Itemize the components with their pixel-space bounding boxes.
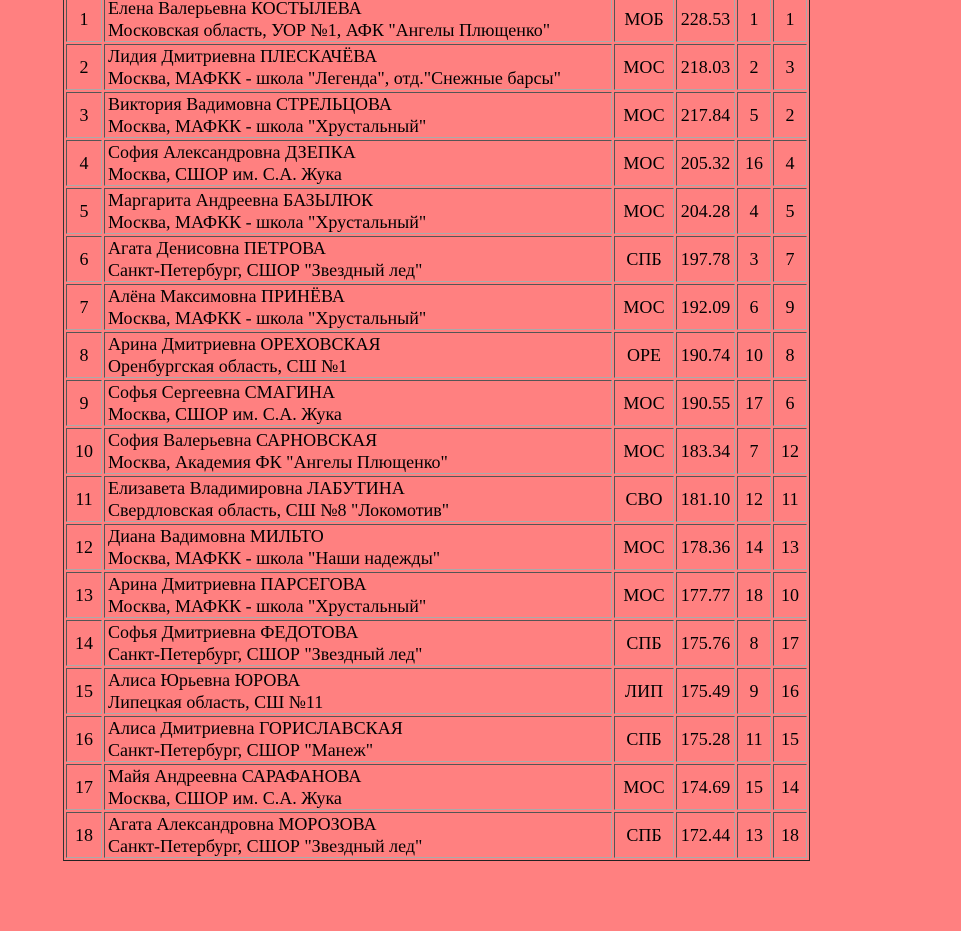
athlete-club: Липецкая область, СШ №11 (108, 692, 324, 712)
total-score-cell: 174.69 (676, 764, 735, 810)
athlete-cell (104, 524, 612, 570)
total-score-cell: 175.49 (676, 668, 735, 714)
athlete-name: Виктория Вадимовна СТРЕЛЬЦОВА (108, 94, 392, 114)
athlete-name: Софья Дмитриевна ФЕДОТОВА (108, 622, 359, 642)
region-cell: МОС (614, 44, 674, 90)
short-program-place-cell: 5 (737, 92, 771, 138)
region-cell: СПБ (614, 716, 674, 762)
athlete-cell (104, 668, 612, 714)
short-program-place-cell: 4 (737, 188, 771, 234)
athlete-cell (104, 764, 612, 810)
athlete-club: Москва, МАФКК - школа "Наши надежды" (108, 548, 441, 568)
table-row (66, 572, 807, 618)
athlete-name: Алиса Дмитриевна ГОРИСЛАВСКАЯ (108, 718, 403, 738)
table-row (66, 0, 807, 42)
place-cell: 16 (66, 716, 102, 762)
athlete-club: Свердловская область, СШ №8 "Локомотив" (108, 500, 450, 520)
athlete-club: Москва, Академия ФК "Ангелы Плющенко" (108, 452, 448, 472)
region-cell: МОС (614, 188, 674, 234)
place-cell: 14 (66, 620, 102, 666)
short-program-place-cell: 17 (737, 380, 771, 426)
athlete-name: Алиса Юрьевна ЮРОВА (108, 670, 301, 690)
athlete-club: Московская область, УОР №1, АФК "Ангелы Плющенко" (108, 20, 551, 40)
table-row (66, 92, 807, 138)
total-score-cell: 190.55 (676, 380, 735, 426)
place-cell: 4 (66, 140, 102, 186)
athlete-cell (104, 140, 612, 186)
free-skating-place-cell: 17 (773, 620, 807, 666)
region-cell: МОС (614, 572, 674, 618)
short-program-place-cell: 8 (737, 620, 771, 666)
athlete-name: Елена Валерьевна КОСТЫЛЕВА (108, 0, 362, 18)
table-row (66, 476, 807, 522)
free-skating-place-cell: 18 (773, 812, 807, 858)
athlete-name: Диана Вадимовна МИЛЬТО (108, 526, 324, 546)
region-cell: ОРЕ (614, 332, 674, 378)
total-score-cell: 204.28 (676, 188, 735, 234)
free-skating-place-cell: 5 (773, 188, 807, 234)
place-cell: 7 (66, 284, 102, 330)
short-program-place-cell: 12 (737, 476, 771, 522)
total-score-cell: 172.44 (676, 812, 735, 858)
free-skating-place-cell: 1 (773, 0, 807, 42)
free-skating-place-cell: 4 (773, 140, 807, 186)
results-table (63, 0, 810, 861)
table-row (66, 284, 807, 330)
total-score-cell: 205.32 (676, 140, 735, 186)
athlete-club: Москва, МАФКК - школа "Легенда", отд."Снежные барсы" (108, 68, 561, 88)
short-program-place-cell: 15 (737, 764, 771, 810)
athlete-cell (104, 716, 612, 762)
athlete-name: Маргарита Андреевна БАЗЫЛЮК (108, 190, 374, 210)
athlete-cell (104, 284, 612, 330)
total-score-cell: 218.03 (676, 44, 735, 90)
table-row (66, 812, 807, 858)
athlete-name: Майя Андреевна САРАФАНОВА (108, 766, 362, 786)
table-row (66, 428, 807, 474)
athlete-club: Москва, СШОР им. С.А. Жука (108, 164, 342, 184)
total-score-cell: 217.84 (676, 92, 735, 138)
table-row (66, 236, 807, 282)
short-program-place-cell: 1 (737, 0, 771, 42)
free-skating-place-cell: 3 (773, 44, 807, 90)
athlete-cell (104, 812, 612, 858)
athlete-name: Лидия Дмитриевна ПЛЕСКАЧЁВА (108, 46, 378, 66)
table-row (66, 140, 807, 186)
athlete-club: Москва, СШОР им. С.А. Жука (108, 788, 342, 808)
total-score-cell: 228.53 (676, 0, 735, 42)
place-cell: 11 (66, 476, 102, 522)
athlete-club: Москва, МАФКК - школа "Хрустальный" (108, 212, 427, 232)
short-program-place-cell: 13 (737, 812, 771, 858)
region-cell: МОС (614, 380, 674, 426)
region-cell: СПБ (614, 236, 674, 282)
athlete-cell (104, 380, 612, 426)
region-cell: МОС (614, 140, 674, 186)
free-skating-place-cell: 12 (773, 428, 807, 474)
place-cell: 17 (66, 764, 102, 810)
short-program-place-cell: 10 (737, 332, 771, 378)
short-program-place-cell: 16 (737, 140, 771, 186)
table-row (66, 332, 807, 378)
table-row (66, 524, 807, 570)
place-cell: 5 (66, 188, 102, 234)
region-cell: МОС (614, 428, 674, 474)
total-score-cell: 197.78 (676, 236, 735, 282)
results-table-body (66, 0, 807, 858)
total-score-cell: 183.34 (676, 428, 735, 474)
athlete-name: Агата Денисовна ПЕТРОВА (108, 238, 326, 258)
short-program-place-cell: 11 (737, 716, 771, 762)
free-skating-place-cell: 7 (773, 236, 807, 282)
athlete-club: Москва, МАФКК - школа "Хрустальный" (108, 116, 427, 136)
free-skating-place-cell: 8 (773, 332, 807, 378)
short-program-place-cell: 14 (737, 524, 771, 570)
region-cell: МОС (614, 92, 674, 138)
short-program-place-cell: 2 (737, 44, 771, 90)
free-skating-place-cell: 9 (773, 284, 807, 330)
total-score-cell: 181.10 (676, 476, 735, 522)
athlete-club: Санкт-Петербург, СШОР "Манеж" (108, 740, 374, 760)
region-cell: МОС (614, 284, 674, 330)
region-cell: ЛИП (614, 668, 674, 714)
free-skating-place-cell: 6 (773, 380, 807, 426)
athlete-name: Елизавета Владимировна ЛАБУТИНА (108, 478, 405, 498)
place-cell: 2 (66, 44, 102, 90)
free-skating-place-cell: 2 (773, 92, 807, 138)
total-score-cell: 175.28 (676, 716, 735, 762)
athlete-club: Оренбургская область, СШ №1 (108, 356, 348, 376)
short-program-place-cell: 9 (737, 668, 771, 714)
athlete-club: Москва, СШОР им. С.А. Жука (108, 404, 342, 424)
table-row (66, 380, 807, 426)
place-cell: 13 (66, 572, 102, 618)
athlete-name: Алёна Максимовна ПРИНЁВА (108, 286, 345, 306)
athlete-name: Арина Дмитриевна ОРЕХОВСКАЯ (108, 334, 381, 354)
region-cell: МОС (614, 764, 674, 810)
results-table-container (63, 0, 810, 861)
athlete-cell (104, 332, 612, 378)
region-cell: СПБ (614, 812, 674, 858)
athlete-cell (104, 92, 612, 138)
table-row (66, 620, 807, 666)
athlete-club: Санкт-Петербург, СШОР "Звездный лед" (108, 836, 423, 856)
total-score-cell: 192.09 (676, 284, 735, 330)
athlete-name: София Александровна ДЗЕПКА (108, 142, 356, 162)
free-skating-place-cell: 10 (773, 572, 807, 618)
athlete-cell (104, 572, 612, 618)
athlete-cell (104, 0, 612, 42)
free-skating-place-cell: 16 (773, 668, 807, 714)
athlete-name: Арина Дмитриевна ПАРСЕГОВА (108, 574, 367, 594)
place-cell: 12 (66, 524, 102, 570)
table-row (66, 764, 807, 810)
total-score-cell: 178.36 (676, 524, 735, 570)
place-cell: 10 (66, 428, 102, 474)
short-program-place-cell: 3 (737, 236, 771, 282)
athlete-club: Москва, МАФКК - школа "Хрустальный" (108, 308, 427, 328)
region-cell: СПБ (614, 620, 674, 666)
place-cell: 18 (66, 812, 102, 858)
place-cell: 3 (66, 92, 102, 138)
athlete-cell (104, 236, 612, 282)
free-skating-place-cell: 11 (773, 476, 807, 522)
free-skating-place-cell: 13 (773, 524, 807, 570)
region-cell: СВО (614, 476, 674, 522)
place-cell: 8 (66, 332, 102, 378)
athlete-cell (104, 620, 612, 666)
free-skating-place-cell: 15 (773, 716, 807, 762)
athlete-cell (104, 476, 612, 522)
place-cell: 6 (66, 236, 102, 282)
athlete-club: Санкт-Петербург, СШОР "Звездный лед" (108, 644, 423, 664)
place-cell: 1 (66, 0, 102, 42)
place-cell: 9 (66, 380, 102, 426)
short-program-place-cell: 18 (737, 572, 771, 618)
athlete-cell (104, 188, 612, 234)
region-cell: МОС (614, 524, 674, 570)
athlete-club: Санкт-Петербург, СШОР "Звездный лед" (108, 260, 423, 280)
free-skating-place-cell: 14 (773, 764, 807, 810)
table-row (66, 188, 807, 234)
athlete-name: Софья Сергеевна СМАГИНА (108, 382, 336, 402)
athlete-cell (104, 428, 612, 474)
short-program-place-cell: 7 (737, 428, 771, 474)
short-program-place-cell: 6 (737, 284, 771, 330)
table-row (66, 668, 807, 714)
athlete-name: София Валерьевна САРНОВСКАЯ (108, 430, 378, 450)
total-score-cell: 190.74 (676, 332, 735, 378)
athlete-club: Москва, МАФКК - школа "Хрустальный" (108, 596, 427, 616)
region-cell: МОБ (614, 0, 674, 42)
table-row (66, 44, 807, 90)
total-score-cell: 177.77 (676, 572, 735, 618)
table-row (66, 716, 807, 762)
total-score-cell: 175.76 (676, 620, 735, 666)
place-cell: 15 (66, 668, 102, 714)
athlete-name: Агата Александровна МОРОЗОВА (108, 814, 377, 834)
athlete-cell (104, 44, 612, 90)
